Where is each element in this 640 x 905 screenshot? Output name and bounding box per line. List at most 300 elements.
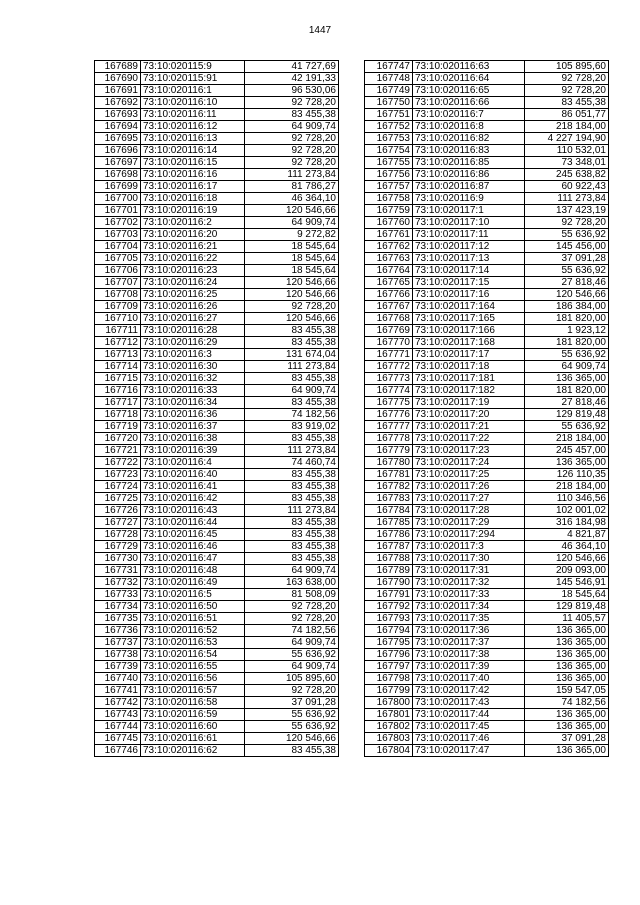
cadastral-number-cell: 73:10:020116:52	[141, 625, 245, 637]
value-cell: 1 923,12	[525, 325, 609, 337]
cadastral-number-cell: 73:10:020116:46	[141, 541, 245, 553]
cadastral-number-cell: 73:10:020116:44	[141, 517, 245, 529]
value-cell: 245 457,00	[525, 445, 609, 457]
table-row	[95, 109, 339, 121]
cadastral-number-cell: 73:10:020117:25	[413, 469, 525, 481]
value-cell: 83 455,38	[525, 97, 609, 109]
row-number-cell: 167733	[95, 589, 141, 601]
row-number-cell: 167738	[95, 649, 141, 661]
value-cell: 42 191,33	[245, 73, 339, 85]
cadastral-number-cell: 73:10:020117:42	[413, 685, 525, 697]
row-number-cell: 167771	[365, 349, 413, 361]
cadastral-number-cell: 73:10:020116:51	[141, 613, 245, 625]
cadastral-number-cell: 73:10:020117:40	[413, 673, 525, 685]
row-number-cell: 167705	[95, 253, 141, 265]
table-row	[365, 229, 609, 241]
value-cell: 218 184,00	[525, 433, 609, 445]
value-cell: 81 508,09	[245, 589, 339, 601]
row-number-cell: 167719	[95, 421, 141, 433]
row-number-cell: 167777	[365, 421, 413, 433]
row-number-cell: 167785	[365, 517, 413, 529]
cadastral-number-cell: 73:10:020116:87	[413, 181, 525, 193]
table-row	[365, 169, 609, 181]
row-number-cell: 167801	[365, 709, 413, 721]
cadastral-number-cell: 73:10:020117:38	[413, 649, 525, 661]
row-number-cell: 167725	[95, 493, 141, 505]
row-number-cell: 167775	[365, 397, 413, 409]
cadastral-number-cell: 73:10:020116:7	[413, 109, 525, 121]
table-row	[365, 289, 609, 301]
row-number-cell: 167742	[95, 697, 141, 709]
row-number-cell: 167745	[95, 733, 141, 745]
row-number-cell: 167729	[95, 541, 141, 553]
value-cell: 92 728,20	[525, 85, 609, 97]
row-number-cell: 167690	[95, 73, 141, 85]
table-row	[95, 673, 339, 685]
table-row	[95, 217, 339, 229]
row-number-cell: 167750	[365, 97, 413, 109]
cadastral-number-cell: 73:10:020116:19	[141, 205, 245, 217]
table-row	[95, 493, 339, 505]
row-number-cell: 167726	[95, 505, 141, 517]
cadastral-number-cell: 73:10:020117:34	[413, 601, 525, 613]
value-cell: 136 365,00	[525, 373, 609, 385]
value-cell: 92 728,20	[245, 601, 339, 613]
cadastral-number-cell: 73:10:020116:10	[141, 97, 245, 109]
value-cell: 120 546,66	[245, 277, 339, 289]
table-row	[95, 589, 339, 601]
row-number-cell: 167702	[95, 217, 141, 229]
table-row	[365, 517, 609, 529]
value-cell: 129 819,48	[525, 601, 609, 613]
table-row	[365, 421, 609, 433]
cadastral-number-cell: 73:10:020117:168	[413, 337, 525, 349]
row-number-cell: 167754	[365, 145, 413, 157]
value-cell: 83 455,38	[245, 337, 339, 349]
row-number-cell: 167758	[365, 193, 413, 205]
table-row	[365, 157, 609, 169]
table-row	[365, 541, 609, 553]
cadastral-number-cell: 73:10:020116:22	[141, 253, 245, 265]
table-row	[95, 541, 339, 553]
cadastral-number-cell: 73:10:020117:294	[413, 529, 525, 541]
cadastral-number-cell: 73:10:020116:16	[141, 169, 245, 181]
value-cell: 37 091,28	[525, 253, 609, 265]
table-row	[95, 697, 339, 709]
table-row	[365, 601, 609, 613]
table-row	[365, 205, 609, 217]
value-cell: 120 546,66	[525, 289, 609, 301]
row-number-cell: 167761	[365, 229, 413, 241]
value-cell: 136 365,00	[525, 673, 609, 685]
value-cell: 55 636,92	[245, 721, 339, 733]
cadastral-number-cell: 73:10:020117:28	[413, 505, 525, 517]
row-number-cell: 167746	[95, 745, 141, 757]
table-row	[95, 685, 339, 697]
value-cell: 136 365,00	[525, 649, 609, 661]
row-number-cell: 167760	[365, 217, 413, 229]
value-cell: 83 455,38	[245, 541, 339, 553]
value-cell: 83 455,38	[245, 397, 339, 409]
table-row	[95, 709, 339, 721]
cadastral-number-cell: 73:10:020116:61	[141, 733, 245, 745]
table-row	[95, 529, 339, 541]
value-cell: 181 820,00	[525, 313, 609, 325]
cadastral-number-cell: 73:10:020117:39	[413, 661, 525, 673]
table-row	[365, 97, 609, 109]
table-row	[95, 97, 339, 109]
value-cell: 218 184,00	[525, 121, 609, 133]
row-number-cell: 167711	[95, 325, 141, 337]
cadastral-number-cell: 73:10:020116:55	[141, 661, 245, 673]
value-cell: 37 091,28	[245, 697, 339, 709]
row-number-cell: 167740	[95, 673, 141, 685]
table-row	[95, 253, 339, 265]
cadastral-number-cell: 73:10:020116:20	[141, 229, 245, 241]
value-cell: 181 820,00	[525, 385, 609, 397]
row-number-cell: 167734	[95, 601, 141, 613]
table-row	[95, 277, 339, 289]
value-cell: 136 365,00	[525, 709, 609, 721]
cadastral-number-cell: 73:10:020117:23	[413, 445, 525, 457]
value-cell: 64 909,74	[245, 661, 339, 673]
row-number-cell: 167797	[365, 661, 413, 673]
row-number-cell: 167731	[95, 565, 141, 577]
table-row	[95, 73, 339, 85]
value-cell: 18 545,64	[245, 265, 339, 277]
value-cell: 74 182,56	[245, 409, 339, 421]
table-row	[95, 169, 339, 181]
row-number-cell: 167769	[365, 325, 413, 337]
value-cell: 83 455,38	[245, 553, 339, 565]
row-number-cell: 167779	[365, 445, 413, 457]
value-cell: 111 273,84	[245, 445, 339, 457]
table-row	[95, 157, 339, 169]
cadastral-number-cell: 73:10:020116:59	[141, 709, 245, 721]
table-row	[95, 445, 339, 457]
value-cell: 64 909,74	[245, 217, 339, 229]
value-cell: 86 051,77	[525, 109, 609, 121]
table-row	[365, 145, 609, 157]
row-number-cell: 167712	[95, 337, 141, 349]
table-row	[365, 325, 609, 337]
row-number-cell: 167710	[95, 313, 141, 325]
cadastral-number-cell: 73:10:020117:35	[413, 613, 525, 625]
value-cell: 46 364,10	[525, 541, 609, 553]
cadastral-number-cell: 73:10:020116:30	[141, 361, 245, 373]
cadastral-number-cell: 73:10:020116:83	[413, 145, 525, 157]
cadastral-number-cell: 73:10:020116:38	[141, 433, 245, 445]
row-number-cell: 167752	[365, 121, 413, 133]
value-cell: 4 821,87	[525, 529, 609, 541]
table-row	[95, 325, 339, 337]
cadastral-number-cell: 73:10:020116:24	[141, 277, 245, 289]
value-cell: 105 895,60	[245, 673, 339, 685]
row-number-cell: 167721	[95, 445, 141, 457]
value-cell: 18 545,64	[245, 253, 339, 265]
table-row	[365, 721, 609, 733]
row-number-cell: 167755	[365, 157, 413, 169]
row-number-cell: 167768	[365, 313, 413, 325]
cadastral-number-cell: 73:10:020116:65	[413, 85, 525, 97]
row-number-cell: 167747	[365, 61, 413, 73]
row-number-cell: 167765	[365, 277, 413, 289]
table-row	[95, 241, 339, 253]
row-number-cell: 167691	[95, 85, 141, 97]
value-cell: 74 182,56	[245, 625, 339, 637]
cadastral-number-cell: 73:10:020116:50	[141, 601, 245, 613]
table-row	[365, 673, 609, 685]
row-number-cell: 167709	[95, 301, 141, 313]
row-number-cell: 167720	[95, 433, 141, 445]
value-cell: 18 545,64	[245, 241, 339, 253]
row-number-cell: 167800	[365, 697, 413, 709]
value-cell: 120 546,66	[525, 553, 609, 565]
table-row	[95, 145, 339, 157]
row-number-cell: 167804	[365, 745, 413, 757]
row-number-cell: 167757	[365, 181, 413, 193]
page-number: 1447	[308, 25, 332, 36]
value-cell: 245 638,82	[525, 169, 609, 181]
row-number-cell: 167717	[95, 397, 141, 409]
row-number-cell: 167692	[95, 97, 141, 109]
table-row	[95, 373, 339, 385]
value-cell: 137 423,19	[525, 205, 609, 217]
value-cell: 64 909,74	[245, 637, 339, 649]
cadastral-number-cell: 73:10:020116:39	[141, 445, 245, 457]
value-cell: 74 460,74	[245, 457, 339, 469]
cadastral-number-cell: 73:10:020116:1	[141, 85, 245, 97]
row-number-cell: 167799	[365, 685, 413, 697]
cadastral-number-cell: 73:10:020117:182	[413, 385, 525, 397]
table-row	[365, 661, 609, 673]
cadastral-number-cell: 73:10:020116:26	[141, 301, 245, 313]
value-cell: 83 455,38	[245, 745, 339, 757]
value-cell: 60 922,43	[525, 181, 609, 193]
value-cell: 92 728,20	[245, 157, 339, 169]
cadastral-number-cell: 73:10:020116:43	[141, 505, 245, 517]
cadastral-number-cell: 73:10:020117:19	[413, 397, 525, 409]
row-number-cell: 167753	[365, 133, 413, 145]
value-cell: 316 184,98	[525, 517, 609, 529]
table-row	[95, 205, 339, 217]
table-row	[95, 733, 339, 745]
row-number-cell: 167748	[365, 73, 413, 85]
row-number-cell: 167767	[365, 301, 413, 313]
cadastral-number-cell: 73:10:020116:49	[141, 577, 245, 589]
row-number-cell: 167706	[95, 265, 141, 277]
table-row	[95, 133, 339, 145]
table-row	[95, 601, 339, 613]
cadastral-number-cell: 73:10:020116:9	[413, 193, 525, 205]
value-cell: 120 546,66	[245, 205, 339, 217]
value-cell: 4 227 194,90	[525, 133, 609, 145]
row-number-cell: 167696	[95, 145, 141, 157]
row-number-cell: 167727	[95, 517, 141, 529]
row-number-cell: 167783	[365, 493, 413, 505]
cadastral-number-cell: 73:10:020116:41	[141, 481, 245, 493]
row-number-cell: 167802	[365, 721, 413, 733]
value-cell: 110 532,01	[525, 145, 609, 157]
cadastral-number-cell: 73:10:020117:17	[413, 349, 525, 361]
table-row	[95, 409, 339, 421]
row-number-cell: 167751	[365, 109, 413, 121]
table-row	[95, 337, 339, 349]
cadastral-number-cell: 73:10:020117:26	[413, 481, 525, 493]
cadastral-number-cell: 73:10:020116:5	[141, 589, 245, 601]
cadastral-number-cell: 73:10:020116:27	[141, 313, 245, 325]
cadastral-number-cell: 73:10:020117:37	[413, 637, 525, 649]
cadastral-number-cell: 73:10:020117:22	[413, 433, 525, 445]
table-row	[365, 373, 609, 385]
row-number-cell: 167803	[365, 733, 413, 745]
table-row	[365, 565, 609, 577]
row-number-cell: 167790	[365, 577, 413, 589]
table-row	[95, 433, 339, 445]
cadastral-number-cell: 73:10:020116:8	[413, 121, 525, 133]
value-cell: 92 728,20	[245, 133, 339, 145]
row-number-cell: 167704	[95, 241, 141, 253]
value-cell: 209 093,00	[525, 565, 609, 577]
cadastral-number-cell: 73:10:020116:18	[141, 193, 245, 205]
table-row	[95, 637, 339, 649]
row-number-cell: 167772	[365, 361, 413, 373]
table-row	[95, 265, 339, 277]
row-number-cell: 167737	[95, 637, 141, 649]
cadastral-number-cell: 73:10:020117:166	[413, 325, 525, 337]
value-cell: 83 455,38	[245, 469, 339, 481]
cadastral-number-cell: 73:10:020116:57	[141, 685, 245, 697]
cadastral-number-cell: 73:10:020117:46	[413, 733, 525, 745]
value-cell: 83 455,38	[245, 109, 339, 121]
cadastral-number-cell: 73:10:020117:16	[413, 289, 525, 301]
value-cell: 55 636,92	[525, 265, 609, 277]
cadastral-number-cell: 73:10:020116:56	[141, 673, 245, 685]
value-cell: 136 365,00	[525, 625, 609, 637]
value-cell: 55 636,92	[525, 229, 609, 241]
value-cell: 9 272,82	[245, 229, 339, 241]
cadastral-number-cell: 73:10:020116:45	[141, 529, 245, 541]
cadastral-number-cell: 73:10:020117:165	[413, 313, 525, 325]
cadastral-number-cell: 73:10:020117:27	[413, 493, 525, 505]
table-row	[95, 613, 339, 625]
cadastral-number-cell: 73:10:020117:47	[413, 745, 525, 757]
cadastral-number-cell: 73:10:020117:15	[413, 277, 525, 289]
table-row	[365, 613, 609, 625]
value-cell: 145 546,91	[525, 577, 609, 589]
table-row	[365, 553, 609, 565]
cadastral-number-cell: 73:10:020116:14	[141, 145, 245, 157]
value-cell: 83 455,38	[245, 481, 339, 493]
row-number-cell: 167713	[95, 349, 141, 361]
cadastral-number-cell: 73:10:020116:11	[141, 109, 245, 121]
table-row	[95, 625, 339, 637]
row-number-cell: 167763	[365, 253, 413, 265]
cadastral-number-cell: 73:10:020116:15	[141, 157, 245, 169]
table-row	[365, 277, 609, 289]
table-row	[95, 469, 339, 481]
cadastral-number-cell: 73:10:020116:17	[141, 181, 245, 193]
table-row	[365, 685, 609, 697]
table-row	[365, 361, 609, 373]
cadastral-number-cell: 73:10:020117:18	[413, 361, 525, 373]
row-number-cell: 167735	[95, 613, 141, 625]
value-cell: 83 455,38	[245, 493, 339, 505]
value-cell: 92 728,20	[245, 97, 339, 109]
cadastral-number-cell: 73:10:020116:58	[141, 697, 245, 709]
table-row	[365, 709, 609, 721]
table-row	[95, 385, 339, 397]
table-row	[95, 313, 339, 325]
value-cell: 55 636,92	[245, 649, 339, 661]
value-cell: 111 273,84	[245, 505, 339, 517]
row-number-cell: 167786	[365, 529, 413, 541]
table-row	[365, 301, 609, 313]
right-cadastral-table	[364, 60, 609, 757]
row-number-cell: 167697	[95, 157, 141, 169]
row-number-cell: 167718	[95, 409, 141, 421]
cadastral-number-cell: 73:10:020116:33	[141, 385, 245, 397]
value-cell: 92 728,20	[245, 613, 339, 625]
value-cell: 37 091,28	[525, 733, 609, 745]
row-number-cell: 167739	[95, 661, 141, 673]
row-number-cell: 167723	[95, 469, 141, 481]
table-row	[95, 301, 339, 313]
value-cell: 136 365,00	[525, 457, 609, 469]
value-cell: 83 455,38	[245, 529, 339, 541]
cadastral-number-cell: 73:10:020117:32	[413, 577, 525, 589]
cadastral-number-cell: 73:10:020116:64	[413, 73, 525, 85]
table-row	[95, 553, 339, 565]
cadastral-number-cell: 73:10:020115:9	[141, 61, 245, 73]
cadastral-number-cell: 73:10:020116:40	[141, 469, 245, 481]
cadastral-number-cell: 73:10:020116:13	[141, 133, 245, 145]
table-row	[95, 481, 339, 493]
cadastral-number-cell: 73:10:020117:1	[413, 205, 525, 217]
value-cell: 74 182,56	[525, 697, 609, 709]
table-row	[95, 181, 339, 193]
table-row	[95, 361, 339, 373]
row-number-cell: 167743	[95, 709, 141, 721]
cadastral-number-cell: 73:10:020116:42	[141, 493, 245, 505]
cadastral-number-cell: 73:10:020116:62	[141, 745, 245, 757]
cadastral-number-cell: 73:10:020116:12	[141, 121, 245, 133]
value-cell: 159 547,05	[525, 685, 609, 697]
table-row	[365, 481, 609, 493]
cadastral-number-cell: 73:10:020116:47	[141, 553, 245, 565]
row-number-cell: 167764	[365, 265, 413, 277]
row-number-cell: 167693	[95, 109, 141, 121]
cadastral-number-cell: 73:10:020116:29	[141, 337, 245, 349]
row-number-cell: 167700	[95, 193, 141, 205]
cadastral-number-cell: 73:10:020116:21	[141, 241, 245, 253]
cadastral-number-cell: 73:10:020117:24	[413, 457, 525, 469]
cadastral-number-cell: 73:10:020116:48	[141, 565, 245, 577]
row-number-cell: 167796	[365, 649, 413, 661]
value-cell: 105 895,60	[525, 61, 609, 73]
left-cadastral-table	[94, 60, 339, 757]
row-number-cell: 167791	[365, 589, 413, 601]
value-cell: 92 728,20	[525, 73, 609, 85]
table-row	[95, 289, 339, 301]
value-cell: 64 909,74	[245, 121, 339, 133]
value-cell: 218 184,00	[525, 481, 609, 493]
row-number-cell: 167724	[95, 481, 141, 493]
cadastral-number-cell: 73:10:020117:10	[413, 217, 525, 229]
value-cell: 55 636,92	[525, 349, 609, 361]
table-row	[365, 577, 609, 589]
table-row	[365, 337, 609, 349]
